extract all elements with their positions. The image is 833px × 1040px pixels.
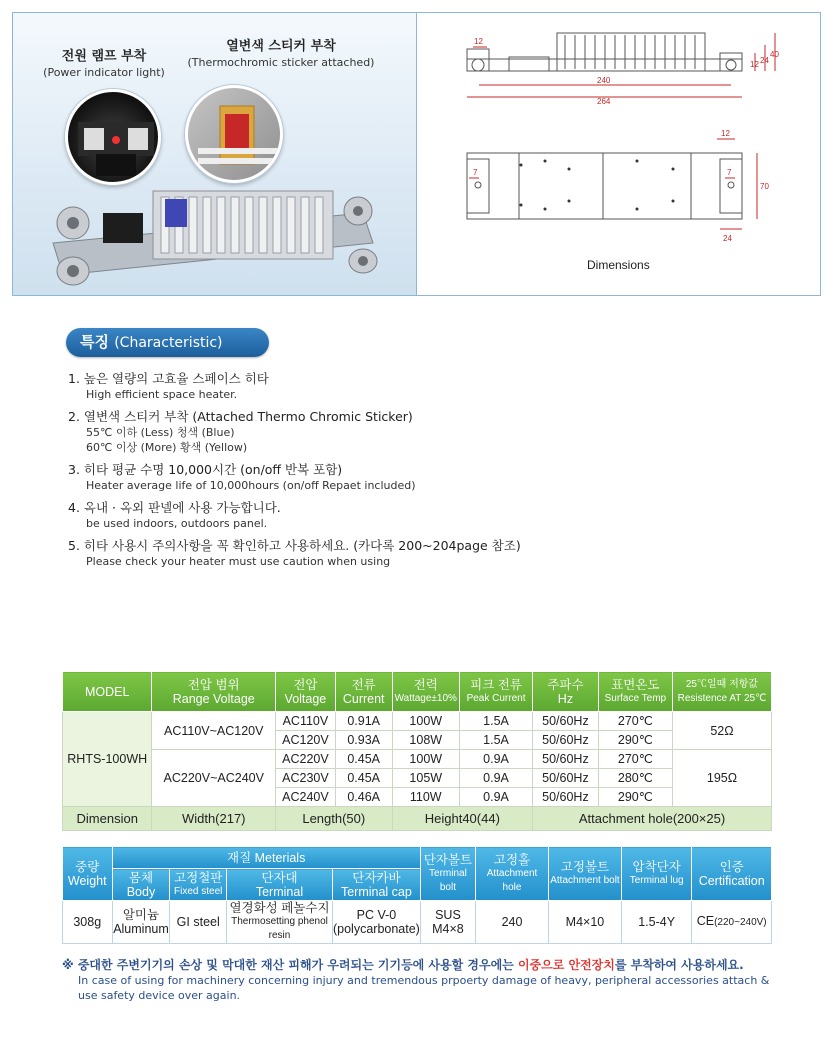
width-cell: Width(217) [152, 807, 276, 831]
list-item-sub: be used indoors, outdoors panel. [86, 517, 268, 530]
list-item-sub: 60℃ 이상 (More) 황색 (Yellow) [86, 441, 248, 454]
wattage-cell: 110W [392, 788, 459, 807]
dim-264: 264 [597, 97, 611, 106]
attachment-hole-cell: 240 [476, 901, 549, 944]
fixed-cell: GI steel [170, 901, 227, 944]
header-attachment-bolt: 고정볼트 Attachment bolt [548, 847, 621, 901]
peak-cell: 1.5A [459, 712, 532, 731]
dim-12-bottom: 12 [721, 129, 730, 138]
header-hz: 주파수 Hz [533, 672, 599, 712]
list-item-title: 5. 히타 사용시 주의사항을 꼭 확인하고 사용하세요. (카다록 200~204page 참조) [68, 538, 521, 553]
header-material: 재질 Meterials [112, 847, 420, 869]
length-cell: Length(50) [276, 807, 393, 831]
dimensions-label: Dimensions [587, 258, 650, 272]
dim-40: 40 [770, 50, 779, 59]
list-item-sub: Please check your heater must use caution when using [86, 555, 391, 568]
voltage-cell: AC110V [276, 712, 336, 731]
list-item-sub: High efficient space heater. [86, 388, 238, 401]
hz-cell: 50/60Hz [533, 712, 599, 731]
list-item-title: 1. 높은 열량의 고효율 스페이스 히타 [68, 371, 269, 386]
header-terminal: 단자대 Terminal [227, 869, 333, 901]
voltage-cell: AC230V [276, 769, 336, 788]
temp-cell: 290℃ [598, 788, 672, 807]
header-fixed-steel: 고정철판 Fixed steel [170, 869, 227, 901]
attachment-cell: Attachment hole(200×25) [533, 807, 772, 831]
notice-en: In case of using for machinery concerning injury and tremendous prpoerty damage of heavy, peripheral accessories attach & use safety device over again. [78, 974, 770, 1002]
header-terminal-lug: 압착단자 Terminal lug [621, 847, 691, 901]
sticker-caption-kr: 열변색 스티커 부착 [226, 39, 336, 54]
header-certification: 인증 Certification [692, 847, 772, 901]
header-resistance: 25℃일때 저항값 Resistence AT 25℃ [672, 672, 771, 712]
header-temp: 표면온도 Surface Temp [598, 672, 672, 712]
resistance-cell: 52Ω [672, 712, 771, 750]
peak-cell: 0.9A [459, 788, 532, 807]
hz-cell: 50/60Hz [533, 788, 599, 807]
header-peak: 피크 전류 Peak Current [459, 672, 532, 712]
list-item-title: 2. 열변색 스티커 부착 (Attached Thermo Chromic Sticker) [68, 409, 413, 424]
peak-cell: 1.5A [459, 731, 532, 750]
certification-cell: CE(220~240V) [692, 901, 772, 944]
temp-cell: 270℃ [598, 712, 672, 731]
header-terminal-cap: 단자카바 Terminal cap [332, 869, 420, 901]
wattage-cell: 108W [392, 731, 459, 750]
table-row [63, 750, 772, 769]
current-cell: 0.46A [335, 788, 392, 807]
model-cell: RHTS-100WH [63, 712, 152, 807]
terminal-lug-cell: 1.5-4Y [621, 901, 691, 944]
lamp-detail-image [65, 89, 161, 185]
header-terminal-bolt: 단자볼트 Terminal bolt [420, 847, 475, 901]
hz-cell: 50/60Hz [533, 750, 599, 769]
dim-12-right: 12 [750, 60, 759, 69]
list-item-title: 3. 히타 평균 수명 10,000시간 (on/off 반복 포함) [68, 462, 343, 477]
header-wattage: 전력 Wattage±10% [392, 672, 459, 712]
dimension-panel [416, 12, 821, 296]
dimension-label: Dimension [63, 807, 152, 831]
spec-table [62, 671, 772, 831]
voltage-cell: AC240V [276, 788, 336, 807]
list-item [68, 499, 768, 531]
list-item-title: 4. 옥내 · 옥외 판넬에 사용 가능합니다. [68, 500, 281, 515]
current-cell: 0.45A [335, 750, 392, 769]
resistance-cell: 195Ω [672, 750, 771, 807]
header-current: 전류 Current [335, 672, 392, 712]
lamp-caption-kr: 전원 램프 부착 [61, 49, 147, 64]
terminal-cell: 열경화성 페놀수지 Thermosetting phenol resin [227, 901, 333, 944]
characteristic-title-kr: 특징 [80, 333, 109, 351]
lamp-caption [39, 49, 169, 81]
current-cell: 0.91A [335, 712, 392, 731]
table-row [63, 712, 772, 731]
sticker-caption-en: (Thermochromic sticker attached) [187, 56, 375, 69]
weight-cell: 308g [63, 901, 113, 944]
temp-cell: 280℃ [598, 769, 672, 788]
wattage-cell: 105W [392, 769, 459, 788]
hz-cell: 50/60Hz [533, 731, 599, 750]
characteristic-title-en: (Characteristic) [114, 335, 223, 351]
terminal-bolt-cell: SUS M4×8 [420, 901, 475, 944]
temp-cell: 270℃ [598, 750, 672, 769]
range-cell: AC220V~AC240V [152, 750, 276, 807]
characteristic-badge [66, 328, 269, 357]
cap-cell: PC V-0 (polycarbonate) [332, 901, 420, 944]
dimension-drawing [417, 13, 822, 297]
wattage-cell: 100W [392, 750, 459, 769]
notice-kr: ※ 중대한 주변기기의 손상 및 막대한 재산 피해가 우려되는 기기등에 사용할 경우에는 이중으로 안전장치를 부착하여 사용하세요. [62, 958, 744, 972]
current-cell: 0.93A [335, 731, 392, 750]
product-photo-panel [12, 12, 416, 296]
safety-notice [62, 957, 782, 1003]
wattage-cell: 100W [392, 712, 459, 731]
sticker-detail-image [185, 85, 283, 183]
dim-240: 240 [597, 76, 611, 85]
heater-image [43, 183, 383, 293]
header-weight: 중량 Weight [63, 847, 113, 901]
header-body: 몸체 Body [112, 869, 170, 901]
header-model: MODEL [63, 672, 152, 712]
material-table [62, 846, 772, 944]
list-item [68, 408, 768, 455]
dim-12-top: 12 [474, 37, 483, 46]
voltage-cell: AC120V [276, 731, 336, 750]
characteristic-list [68, 370, 768, 575]
list-item [68, 461, 768, 493]
header-voltage: 전압 Voltage [276, 672, 336, 712]
list-item [68, 370, 768, 402]
voltage-cell: AC220V [276, 750, 336, 769]
dim-7-left: 7 [473, 168, 478, 177]
list-item-sub: 55℃ 이하 (Less) 청색 (Blue) [86, 426, 235, 439]
list-item [68, 537, 768, 569]
header-range: 전압 범위 Range Voltage [152, 672, 276, 712]
dim-24-right: 24 [760, 56, 769, 65]
table-row [63, 901, 772, 944]
dim-24-bottom: 24 [723, 234, 732, 243]
height-cell: Height40(44) [392, 807, 533, 831]
range-cell: AC110V~AC120V [152, 712, 276, 750]
attachment-bolt-cell: M4×10 [548, 901, 621, 944]
hz-cell: 50/60Hz [533, 769, 599, 788]
dim-7-right: 7 [727, 168, 732, 177]
peak-cell: 0.9A [459, 750, 532, 769]
lamp-caption-en: (Power indicator light) [43, 66, 165, 79]
sticker-caption [181, 39, 381, 71]
temp-cell: 290℃ [598, 731, 672, 750]
current-cell: 0.45A [335, 769, 392, 788]
header-attachment-hole: 고정홀 Attachment hole [476, 847, 549, 901]
dimension-row [63, 807, 772, 831]
body-cell: 알미늄 Aluminum [112, 901, 170, 944]
peak-cell: 0.9A [459, 769, 532, 788]
list-item-sub: Heater average life of 10,000hours (on/off Repaet included) [86, 479, 416, 492]
dim-70: 70 [760, 182, 769, 191]
